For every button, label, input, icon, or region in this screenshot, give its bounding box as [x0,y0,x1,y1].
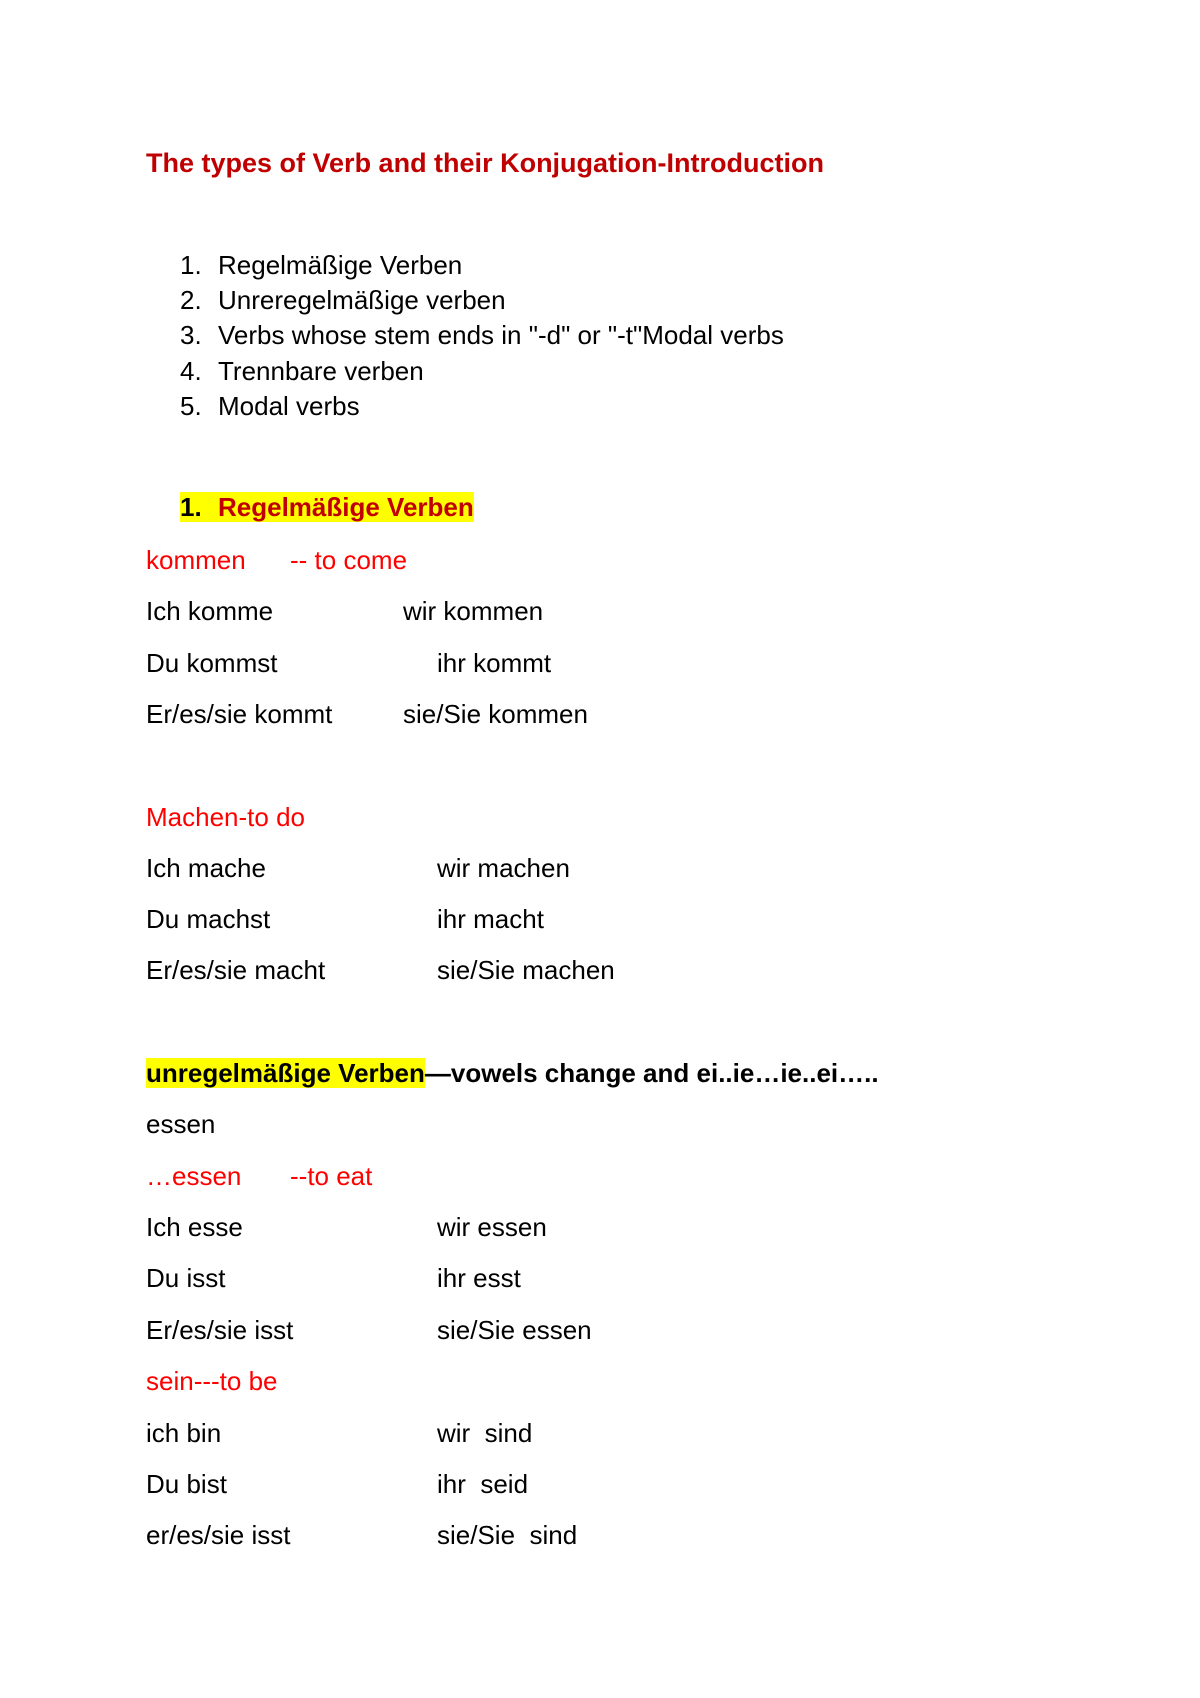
verb-essen-meaning: --to eat [290,1161,373,1191]
conjugation-cell: er/es/sie isst [146,1520,291,1550]
conjugation-cell: wir kommen [403,596,544,626]
verb-machen-label: Machen-to do [146,802,305,832]
toc-item [180,391,360,421]
conjugation-cell: wir sind [437,1418,533,1448]
section-number: 1. [180,492,202,522]
conjugation-cell: sie/Sie essen [437,1315,592,1345]
conjugation-cell: Ich komme [146,596,274,626]
conjugation-cell: Ich mache [146,853,266,883]
document-title: The types of Verb and their Konjugation-Introduction [146,148,824,178]
verb-essen-label: …essen [146,1161,242,1191]
toc-item-text: Modal verbs [218,391,360,421]
conjugation-cell: wir machen [437,853,570,883]
conjugation-cell: sie/Sie kommen [403,699,588,729]
toc-item [180,320,784,350]
conjugation-cell: Er/es/sie isst [146,1315,294,1345]
conjugation-cell: Du kommst [146,648,278,678]
conjugation-cell: ihr kommt [437,648,552,678]
conjugation-cell: sie/Sie machen [437,955,615,985]
conjugation-cell: ihr seid [437,1469,529,1499]
section-heading-highlight: unregelmäßige Verben [146,1058,425,1088]
conjugation-cell: Er/es/sie macht [146,955,326,985]
toc-item-number: 5. [180,391,202,421]
conjugation-cell: Ich esse [146,1212,243,1242]
section-heading-text: Regelmäßige Verben [218,492,474,522]
toc-item-number: 1. [180,250,202,280]
toc-item [180,356,424,386]
toc-item-number: 2. [180,285,202,315]
conjugation-cell: ihr esst [437,1263,521,1293]
conjugation-cell: Du isst [146,1263,226,1293]
conjugation-cell: ihr macht [437,904,544,934]
section-heading-irregular-verbs [146,1058,879,1088]
conjugation-cell: Er/es/sie kommt [146,699,333,729]
toc-item [180,285,506,315]
verb-kommen-meaning: -- to come [290,545,408,575]
toc-item-number: 3. [180,320,202,350]
conjugation-cell: Du machst [146,904,271,934]
toc-item-text: Verbs whose stem ends in "-d" or "-t"Modal verbs [218,320,784,350]
toc-item-text: Trennbare verben [218,356,424,386]
toc-item [180,250,462,280]
conjugation-cell: ich bin [146,1418,222,1448]
section-heading-rest: —vowels change and ei..ie…ie..ei….. [424,1058,879,1088]
verb-sein-label: sein---to be [146,1366,278,1396]
conjugation-cell: sie/Sie sind [437,1520,578,1550]
conjugation-cell: Du bist [146,1469,227,1499]
toc-item-text: Unreregelmäßige verben [218,285,506,315]
toc-item-number: 4. [180,356,202,386]
conjugation-cell: wir essen [437,1212,547,1242]
verb-kommen-label: kommen [146,545,246,575]
toc-item-text: Regelmäßige Verben [218,250,463,280]
section-intro-verb: essen [146,1109,216,1139]
section-heading-regular-verbs [180,492,474,522]
